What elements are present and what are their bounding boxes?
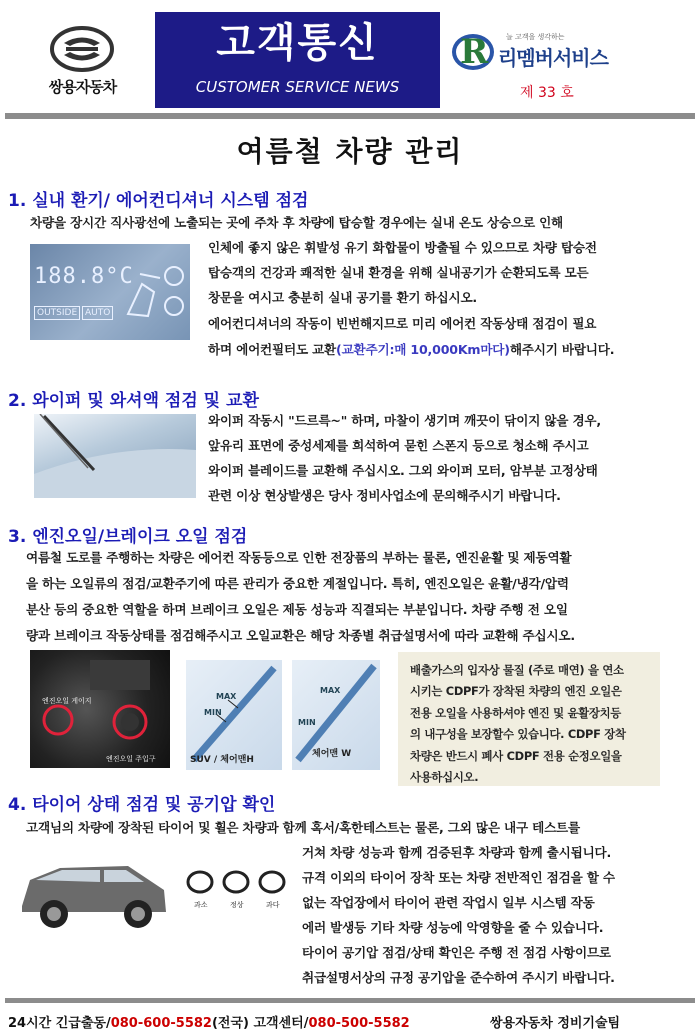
outside-button-label: OUTSIDE [34,306,80,320]
auto-button-label: AUTO [82,306,113,320]
section-2-heading: 2. 와이퍼 및 와셔액 점검 및 교환 [8,391,259,411]
cdpf-line: 사용하십시오. [410,770,479,785]
brand-left-text: 쌍용자동차 [48,78,117,96]
section-2-line: 와이퍼 작동시 "드르륵~" 하며, 마찰이 생기며 깨끗이 닦이지 않을 경우, [208,413,601,428]
section-1-heading: 1. 실내 환기/ 에어컨디셔너 시스템 점검 [8,191,309,211]
footer-emergency-label: 24시간 긴급출동/ [8,1016,111,1031]
engine-parts-icon [30,650,170,768]
cdpf-line: 차량은 반드시 폐사 CDPF 전용 순정오일을 [410,748,622,763]
section-3-line: 을 하는 오일류의 점검/교환주기에 따른 관리가 중요한 계절입니다. 특히, 엔진오일은 윤활/냉각/압력 [26,576,569,591]
r-logo-letter: R [460,32,489,72]
suv-tire-image [16,846,288,934]
brand-right-name: 리멤버서비스 [498,46,608,70]
wiper-blade-icon [34,414,196,498]
remember-service-logo [440,12,690,108]
section-4-line: 에러 발생등 기타 차량 성능에 악영향을 줄 수 있습니다. [302,920,604,935]
section-1-line: 창문을 여시고 충분히 실내 공기를 환기 하십시오. [208,290,478,305]
dipstick-chairman-min: MIN [298,718,316,727]
newsletter-title: 고객통신 [216,20,379,66]
newsletter-header [10,12,690,108]
newsletter-subtitle: CUSTOMER SERVICE NEWS [195,78,400,96]
cdpf-notice-box [398,652,660,786]
tire-label: 과소 [194,901,208,909]
ssangyong-logo [10,12,155,108]
cdpf-line: 시키는 CDPF가 장착된 차량의 엔진 오일은 [410,684,622,699]
cdpf-line: 전용 오일을 사용하셔야 엔진 및 윤활장치등 [410,705,621,720]
section-3-heading: 3. 엔진오일/브레이크 오일 점검 [8,527,248,547]
section-4-line: 거쳐 차량 성능과 함께 검증된후 차량과 함께 출시됩니다. [302,845,612,860]
engine-bay-image [30,650,170,768]
section-3-line: 여름철 도로를 주행하는 차량은 에어컨 작동등으로 인한 전장품의 부하는 물론, 엔진윤활 및 제동역활 [26,550,572,565]
filter-text-end: 해주시기 바랍니다. [509,342,615,357]
ssangyong-emblem-icon [50,26,114,72]
cdpf-line: 배출가스의 입자상 물질 (주로 매연) 을 연소 [410,663,624,677]
filter-interval: (교환주기:매 10,000Km마다) [336,342,510,357]
dipstick-chairman-caption: 체어맨 W [312,749,352,759]
section-4-line: 고객님의 차량에 장착된 타이어 및 휠은 차량과 함께 혹서/혹한테스트는 물론, 그외 많은 내구 테스트를 [26,820,580,835]
wiper-image [34,414,196,498]
header-divider [5,113,695,119]
section-2-line: 앞유리 표면에 중성세제를 희석하여 묻힌 스폰지 등으로 청소해 주시고 [208,438,589,453]
title-banner [155,12,440,108]
engine-fill-label: 엔진오일 주입구 [106,755,156,763]
filter-text: 하며 에어컨필터도 교환 [208,342,337,357]
section-3-line: 분산 등의 중요한 역할을 하며 브레이크 오일은 제동 성능과 직결되는 부분입니다. 차량 주행 전 오일 [26,602,568,617]
footer-center-label: (전국) 고객센터/ [211,1016,309,1031]
page-title: 여름철 차량 관리 [236,135,464,168]
section-1-line: 인체에 좋지 않은 휘발성 유기 화합물이 방출될 수 있으므로 차량 탑승전 [208,240,597,255]
section-1-line-filter [208,337,614,362]
engine-gauge-label: 엔진오일 게이지 [42,697,92,705]
section-1-line: 차량을 장시간 직사광선에 노출되는 곳에 주차 후 차량에 탑승할 경우에는 실내 온도 상승으로 인해 [30,215,564,230]
footer-emergency-phone: 080-600-5582 [110,1016,212,1031]
tire-label: 정상 [230,901,244,909]
section-4-line: 타이어 공기압 점검/상태 확인은 주행 전 점검 사항이므로 [302,945,611,960]
section-4-line: 규격 이외의 타이어 장착 또는 차량 전반적인 점검을 할 수 [302,870,615,885]
tire-label: 과다 [266,901,280,909]
section-2-line: 와이퍼 블레이드를 교환해 주십시오. 그외 와이퍼 모터, 암부분 고정상태 [208,463,598,478]
fan-seat-icon [120,254,186,334]
dipstick-chairman-image [292,660,380,770]
issue-number: 제 33 호 [520,85,574,101]
section-2-line: 관련 이상 현상발생은 당사 정비사업소에 문의해주시기 바랍니다. [208,488,561,503]
section-4-line: 취급설명서상의 규정 공기압을 준수하여 주시기 바랍니다. [302,970,615,985]
section-4-heading: 4. 타이어 상태 점검 및 공기압 확인 [8,795,276,815]
dipstick-chairman-max: MAX [320,686,341,695]
dipstick-suv-caption: SUV / 체어맨H [190,755,254,765]
aircon-display: 188.8°C [34,264,134,289]
footer-team: 쌍용자동차 정비기술팀 [490,1016,621,1031]
dipstick-suv-min: MIN [204,708,222,717]
dipstick-suv-image [186,660,282,770]
section-1-line: 탑승객의 건강과 쾌적한 실내 환경을 위해 실내공기가 순환되도록 모든 [208,265,589,280]
footer-center-phone: 080-500-5582 [308,1016,410,1031]
section-1-line: 에어컨디셔너의 작동이 빈번해지므로 미리 에어컨 작동상태 점검이 필요 [208,316,597,331]
section-4-line: 없는 작업장에서 타이어 관련 작업시 일부 시스템 작동 [302,895,595,910]
brand-tagline: 늘 고객을 생각하는 [506,33,565,41]
dipstick-suv-max: MAX [216,692,237,701]
cdpf-line: 의 내구성을 보장할수 있습니다. CDPF 장착 [410,727,626,742]
footer-divider [5,998,695,1003]
section-3-line: 량과 브레이크 작동상태를 점검해주시고 오일교환은 해당 차종별 취급설명서에 따라 교환해 주십시오. [26,628,575,643]
aircon-panel-image [30,244,190,340]
suv-car-icon [16,846,288,934]
